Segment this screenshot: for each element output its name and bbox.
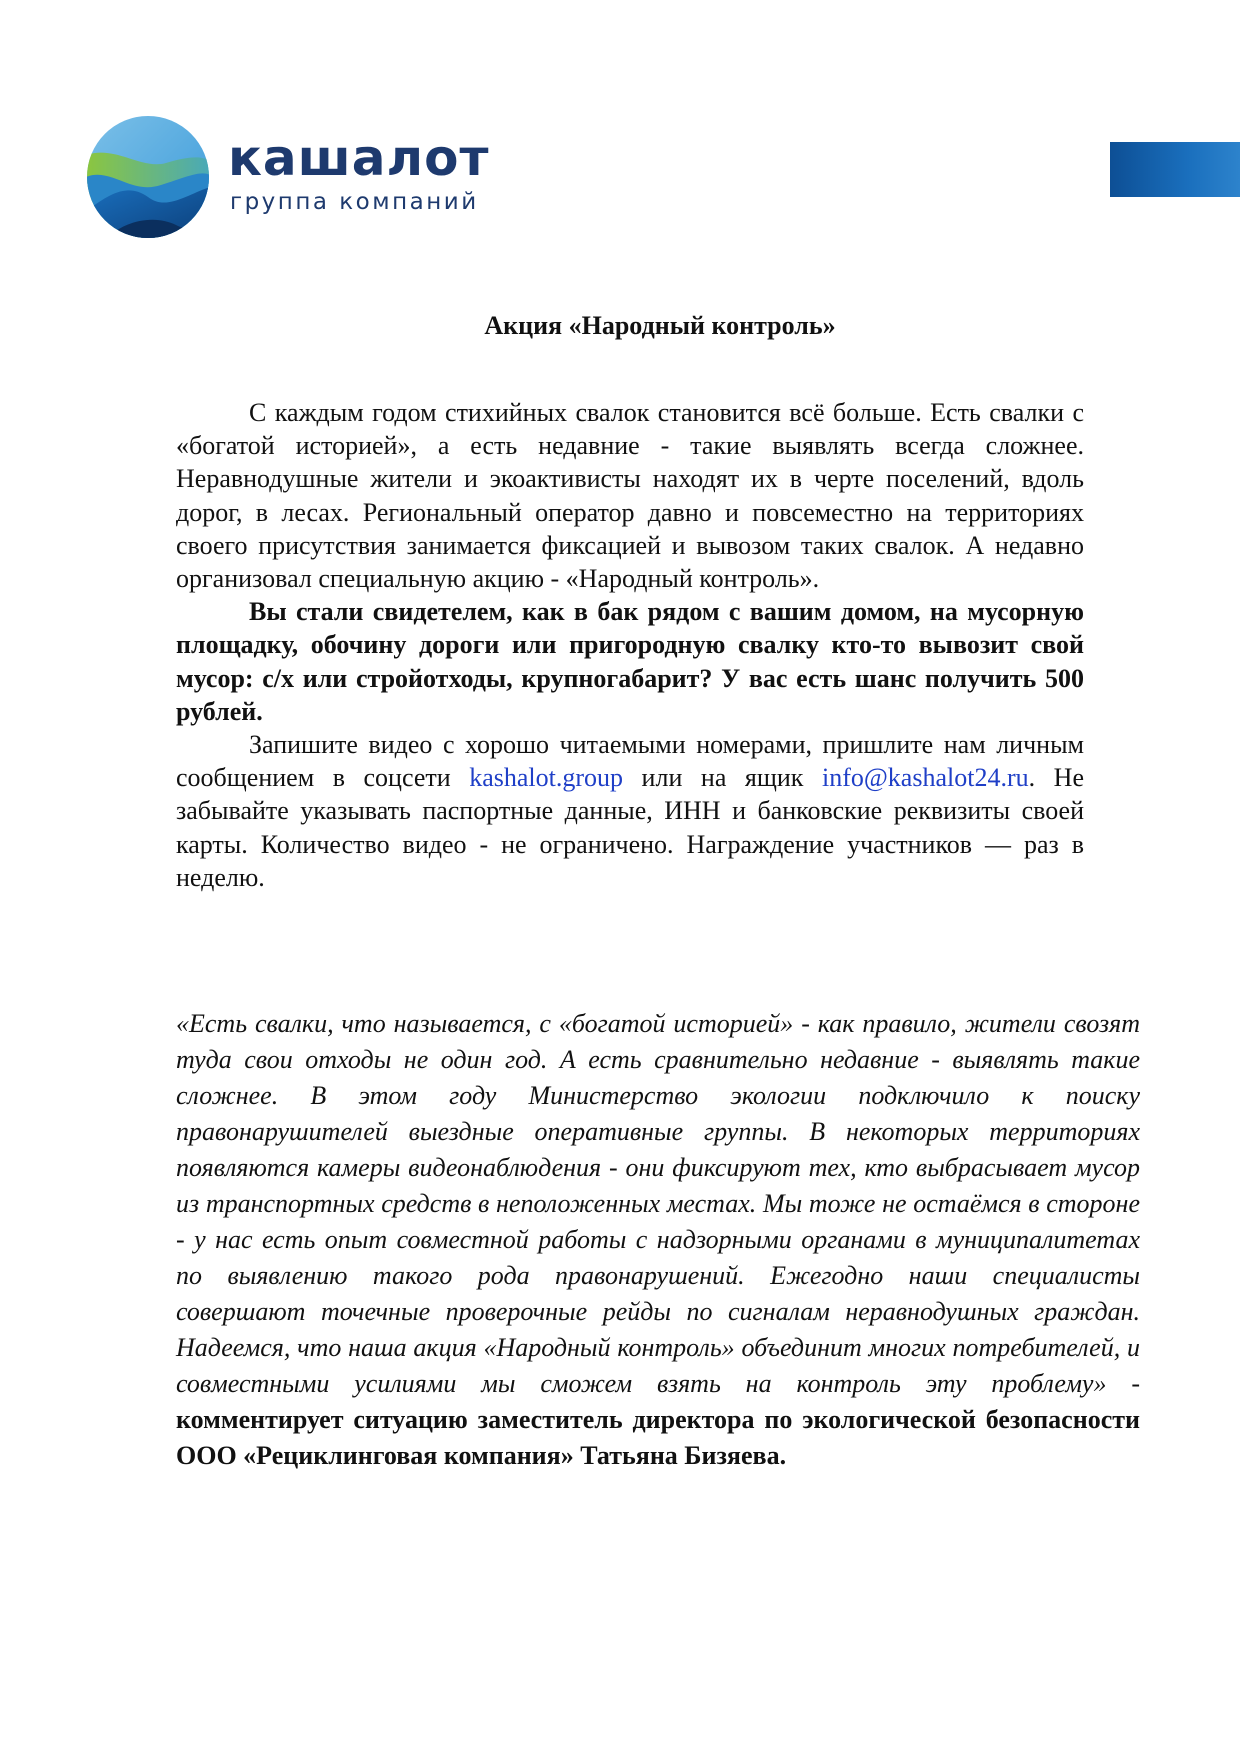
body-text [176, 396, 1084, 894]
social-link[interactable]: kashalot.group [469, 763, 624, 793]
instructions-text-2: или на ящик [623, 763, 822, 793]
paragraph-intro: С каждым годом стихийных свалок становится всё больше. Есть свалки с «богатой историей», а есть недавние - такие выявлять всегда сложнее. Неравнодушные жители и экоактивисты находят их в черте поселений, вдоль дорог, в лесах. Региональный оператор давно и повсеместно на территориях своего присутствия занимается фиксацией и вывозом таких свалок. А недавно организовал специальную акцию - «Народный контроль». [176, 398, 1084, 594]
whale-wave-logo-icon [86, 115, 210, 239]
paragraph-offer: Вы стали свидетелем, как в бак рядом с вашим домом, на мусорную площадку, обочину дороги или пригородную свалку кто-то вывозит свой мусор: с/х или стройотходы, крупногабарит? У вас есть шанс получить 500 рублей. [176, 597, 1084, 726]
email-link[interactable]: info@kashalot24.ru [821, 763, 1029, 793]
document-title: Акция «Народный контроль» [484, 311, 836, 340]
quote-text: «Есть свалки, что называется, с «богатой историей» - как правило, жители свозят туда свои отходы не один год. А есть сравнительно недавние - выявлять такие сложнее. В этом году Министерство экологии подключило к поиску правонарушителей выездные оперативные группы. В некоторых территориях появляются камеры видеонаблюдения - они фиксируют тех, кто выбрасывает мусор из транспортных средств в неположенных местах. Мы тоже не остаёмся в стороне - у нас есть опыт совместной работы с надзорными органами в муниципалитетах по выявлению такого рода правонарушений. Ежегодно наши специалисты совершают точечные проверочные рейды по сигналам неравнодушных граждан. Надеемся, что наша акция «Народный контроль» объединит многих потребителей, и совместными усилиями мы сможем взять на контроль эту проблему» - [176, 1009, 1140, 1398]
logo-company-name: кашалот [228, 129, 490, 187]
instructions-text-1: Запишите видео с хорошо читаемыми номерами, пришлите нам личным сообщением в соцсети [176, 730, 1084, 793]
header-accent-bar [1110, 142, 1240, 197]
paragraph-instructions [176, 728, 1084, 894]
quote-attribution: комментирует ситуацию заместитель директора по экологической безопасности ООО «Рециклинговая компания» Татьяна Бизяева. [176, 1405, 1140, 1470]
company-logo [86, 115, 506, 241]
quote-block [176, 1006, 1140, 1474]
logo-company-subtitle: группа компаний [230, 189, 479, 215]
instructions-text-3: . Не забывайте указывать паспортные данные, ИНН и банковские реквизиты своей карты. Количество видео - не ограничено. Награждение участников — раз в неделю. [176, 763, 1084, 892]
